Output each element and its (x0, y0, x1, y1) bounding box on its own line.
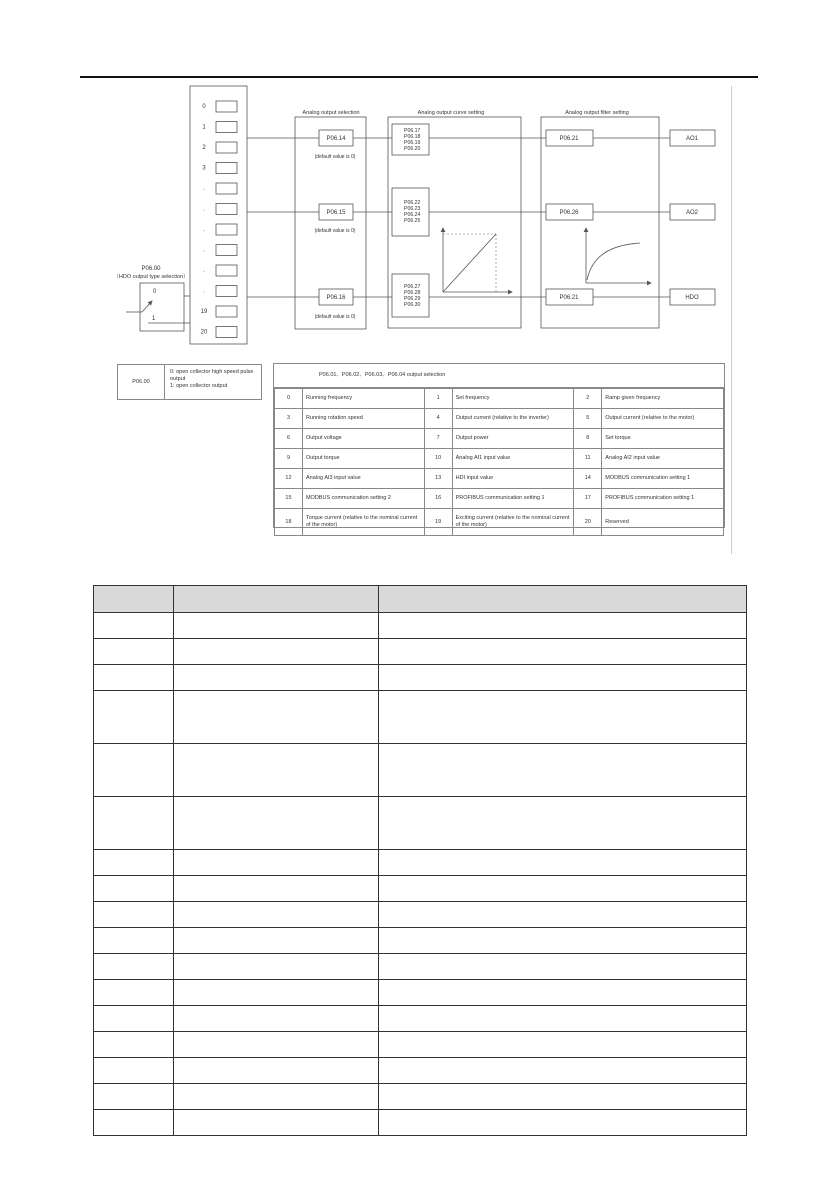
selection-number: 17 (574, 489, 602, 509)
selection-row (275, 389, 724, 409)
selector-slot (216, 265, 237, 276)
section-title-selection: Analog output selection (302, 110, 360, 116)
table-cell (94, 902, 174, 928)
curve-code-hdo-4: P06.30 (404, 302, 421, 308)
table-cell (379, 876, 747, 902)
selection-label: Output power (452, 429, 574, 449)
selector-value: 2 (202, 145, 206, 151)
output-selection-grid (274, 388, 724, 536)
curve-code-ao2-3: P06.24 (404, 212, 421, 218)
selection-number: 11 (574, 449, 602, 469)
table-cell (94, 980, 174, 1006)
table-cell (379, 902, 747, 928)
table-cell (174, 954, 379, 980)
table-cell (174, 613, 379, 639)
selection-label: PROFIBUS communication setting 1 (602, 489, 724, 509)
table-cell (94, 613, 174, 639)
default-text-hdo: (default value is 0) (314, 314, 356, 320)
selection-number: 4 (424, 409, 452, 429)
selector-slot (216, 245, 237, 256)
selector-slot (216, 327, 237, 338)
selection-number: 14 (574, 469, 602, 489)
selector-slot (216, 163, 237, 174)
default-text-ao1: (default value is 0) (314, 154, 356, 160)
table-row (94, 876, 747, 902)
selection-label: Analog AI3 input value (302, 469, 424, 489)
selection-label: Output current (relative to the inverter) (452, 409, 574, 429)
selector-slot (216, 142, 237, 153)
selection-label: Set frequency (452, 389, 574, 409)
selection-label: Set torque (602, 429, 724, 449)
selection-number: 12 (275, 469, 303, 489)
table-row (94, 1006, 747, 1032)
table-cell (94, 876, 174, 902)
table-cell (174, 980, 379, 1006)
table-cell (94, 639, 174, 665)
selector-value: 1 (202, 124, 206, 131)
header-cell (379, 586, 747, 613)
hdo-mode-line-2: output (170, 376, 186, 382)
curve-code-hdo-3: P06.29 (404, 296, 421, 302)
hdo-mode-line-3: 1: open collector output (170, 383, 228, 389)
hdo-selector-code: P06.00 (141, 266, 161, 272)
selection-label: Output torque (302, 449, 424, 469)
table-cell (174, 1084, 379, 1110)
table-cell (379, 1084, 747, 1110)
selector-value: 3 (202, 165, 206, 172)
table-cell (379, 980, 747, 1006)
table-cell (94, 691, 174, 744)
hdo-switch-bottom-value: 1 (152, 316, 156, 322)
table-cell (379, 639, 747, 665)
selection-label: Output voltage (302, 429, 424, 449)
selection-label: Running rotation speed (302, 409, 424, 429)
header-cell (174, 586, 379, 613)
selection-number: 0 (275, 389, 303, 409)
selection-label: PROFIBUS communication setting 1 (452, 489, 574, 509)
selection-row (275, 409, 724, 429)
hdo-mode-code: P06.00 (118, 365, 165, 399)
selection-code-hdo: P06.16 (326, 295, 346, 301)
table-row (94, 665, 747, 691)
selection-row (275, 489, 724, 509)
selection-code-ao2: P06.15 (326, 210, 346, 216)
table-cell (174, 1006, 379, 1032)
selector-value: . (203, 288, 205, 295)
selection-row (275, 429, 724, 449)
selector-value: . (203, 206, 205, 213)
selection-number: 8 (574, 429, 602, 449)
default-text-ao2: (default value is 0) (314, 228, 356, 234)
table-cell (174, 665, 379, 691)
selection-label: Analog AI1 input value (452, 449, 574, 469)
hdo-mode-box (117, 364, 262, 400)
table-row (94, 691, 747, 744)
selector-value: 19 (200, 309, 208, 315)
selector-slot (216, 204, 237, 215)
curve-code-ao1-1: P06.17 (404, 128, 421, 134)
table-cell (94, 1032, 174, 1058)
hdo-switch-top-value: 0 (153, 289, 157, 295)
table-row (94, 744, 747, 797)
table-cell (94, 1058, 174, 1084)
curve-code-hdo-2: P06.28 (404, 290, 421, 296)
parameter-table (93, 585, 747, 1136)
table-row (94, 1032, 747, 1058)
table-cell (174, 1032, 379, 1058)
curve-code-ao2-1: P06.22 (404, 200, 421, 206)
selection-number: 3 (275, 409, 303, 429)
selection-row (275, 509, 724, 536)
table-row (94, 1110, 747, 1136)
curve-code-ao1-3: P06.19 (404, 140, 421, 146)
selector-slot (216, 101, 237, 112)
table-row (94, 850, 747, 876)
table-cell (94, 665, 174, 691)
selection-label: Torque current (relative to the nominal current of the motor) (302, 509, 424, 536)
selection-number: 18 (275, 509, 303, 536)
selection-number: 13 (424, 469, 452, 489)
table-cell (379, 665, 747, 691)
selector-slot (216, 286, 237, 297)
output-selection-title: P06.01、P06.02、P06.03、P06.04 output selection (274, 364, 724, 388)
table-row (94, 613, 747, 639)
table-cell (379, 954, 747, 980)
selection-number: 2 (574, 389, 602, 409)
table-cell (94, 1006, 174, 1032)
table-cell (379, 744, 747, 797)
table-row (94, 902, 747, 928)
selection-row (275, 449, 724, 469)
table-cell (379, 1032, 747, 1058)
selection-number: 20 (574, 509, 602, 536)
output-label-hdo: HDO (685, 295, 699, 301)
selection-label: HDI input value (452, 469, 574, 489)
table-cell (379, 1058, 747, 1084)
selection-label: Running frequency (302, 389, 424, 409)
table-cell (174, 639, 379, 665)
selector-value: . (203, 227, 205, 233)
selection-label: Reserved (602, 509, 724, 536)
selection-number: 1 (424, 389, 452, 409)
selection-number: 19 (424, 509, 452, 536)
selection-number: 7 (424, 429, 452, 449)
table-row (94, 639, 747, 665)
filter-code-ao2: P06.26 (559, 210, 579, 216)
selector-value: . (203, 186, 205, 192)
table-row (94, 1084, 747, 1110)
selector-value: 20 (200, 329, 208, 336)
table-cell (174, 1058, 379, 1084)
selection-label: Exciting current (relative to the nominal current of the motor) (452, 509, 574, 536)
hdo-mode-description (165, 365, 261, 399)
table-cell (94, 1084, 174, 1110)
output-label-ao1: AO1 (685, 136, 699, 142)
table-cell (94, 797, 174, 850)
table-cell (94, 744, 174, 797)
selector-value: . (203, 268, 205, 274)
table-cell (174, 691, 379, 744)
selection-label: Analog AI2 input value (602, 449, 724, 469)
table-row (94, 980, 747, 1006)
selector-value: . (203, 247, 205, 254)
table-cell (174, 850, 379, 876)
selection-number: 5 (574, 409, 602, 429)
selection-number: 16 (424, 489, 452, 509)
table-cell (94, 928, 174, 954)
table-cell (379, 850, 747, 876)
curve-code-hdo-1: P06.27 (404, 284, 421, 290)
header-cell (94, 586, 174, 613)
table-cell (379, 1110, 747, 1136)
table-cell (379, 928, 747, 954)
table-cell (174, 902, 379, 928)
selection-label: MODBUS communication setting 2 (302, 489, 424, 509)
table-cell (174, 744, 379, 797)
curve-code-ao2-2: P06.23 (404, 206, 421, 212)
table-row (94, 797, 747, 850)
selector-slot (216, 183, 237, 194)
selection-number: 10 (424, 449, 452, 469)
selection-number: 15 (275, 489, 303, 509)
table-cell (174, 797, 379, 850)
table-cell (94, 850, 174, 876)
selection-number: 6 (275, 429, 303, 449)
table-cell (94, 954, 174, 980)
filter-code-ao1: P06.21 (559, 136, 579, 142)
selection-label: Output current (relative to the motor) (602, 409, 724, 429)
table-row (94, 954, 747, 980)
output-selection-table (273, 363, 725, 528)
table-row (94, 928, 747, 954)
selection-code-ao1: P06.14 (326, 136, 346, 142)
selection-number: 9 (275, 449, 303, 469)
selector-slot (216, 224, 237, 235)
hdo-selector-caption: （HDO output type selection） (113, 274, 189, 280)
hdo-mode-line-1: 0: open collector high speed pulse (170, 369, 254, 375)
selector-slot (216, 306, 237, 317)
table-row (94, 1058, 747, 1084)
curve-code-ao1-2: P06.18 (404, 134, 421, 140)
section-title-curve: Analog output curve setting (417, 110, 485, 116)
table-cell (379, 691, 747, 744)
section-title-filter: Analog output filter setting (565, 110, 629, 116)
selection-row (275, 469, 724, 489)
table-cell (174, 928, 379, 954)
output-label-ao2: AO2 (685, 210, 699, 216)
table-cell (379, 613, 747, 639)
curve-code-ao2-4: P06.25 (404, 218, 421, 224)
table-cell (174, 876, 379, 902)
table-cell (379, 1006, 747, 1032)
table-cell (94, 1110, 174, 1136)
curve-code-ao1-4: P06.20 (404, 146, 421, 152)
parameter-table-header (94, 586, 747, 613)
table-cell (174, 1110, 379, 1136)
table-cell (379, 797, 747, 850)
selection-label: MODBUS communication setting 1 (602, 469, 724, 489)
selector-value: 0 (202, 104, 206, 110)
filter-code-hdo: P06.21 (559, 295, 579, 301)
selector-slot (216, 122, 237, 133)
selection-label: Ramp given frequency (602, 389, 724, 409)
